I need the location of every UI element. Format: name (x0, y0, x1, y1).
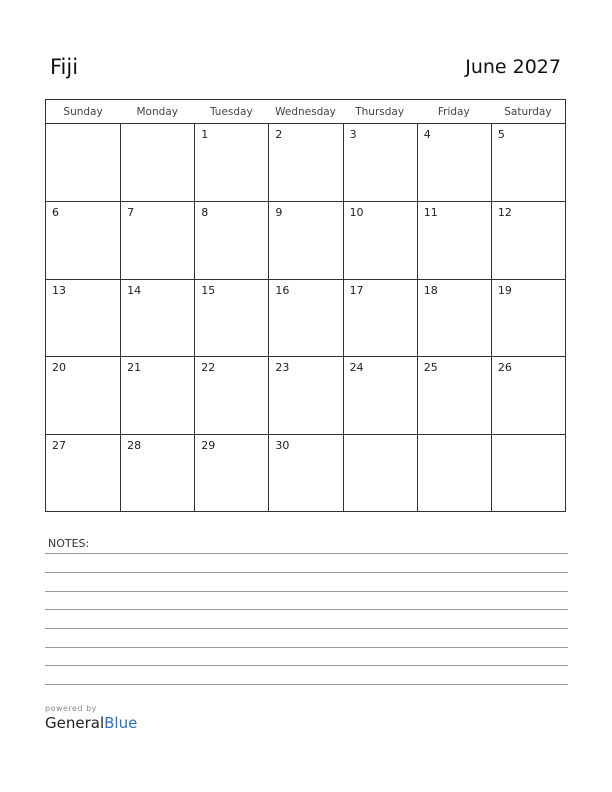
day-number: 18 (423, 283, 438, 297)
day-cell (491, 202, 565, 278)
day-cell (417, 202, 491, 278)
day-cell (491, 124, 565, 201)
day-cell (268, 357, 342, 433)
brand-blue: Blue (104, 714, 138, 732)
day-cell (268, 202, 342, 278)
day-cell (120, 435, 194, 511)
day-number: 3 (349, 128, 357, 141)
weekday-wednesday: Wednesday (275, 106, 336, 118)
day-cell (491, 435, 565, 511)
day-number: 14 (127, 283, 142, 297)
day-cell (343, 435, 417, 511)
day-number: 8 (201, 206, 209, 220)
day-cell (194, 280, 268, 356)
day-number: 12 (497, 206, 512, 220)
weekday-friday: Friday (437, 106, 470, 118)
day-cell (268, 280, 342, 356)
day-cell (417, 124, 491, 201)
day-number: 15 (201, 283, 216, 297)
week-row (46, 124, 565, 201)
day-number: 16 (275, 283, 290, 297)
day-number: 1 (201, 128, 209, 141)
day-number: 22 (201, 361, 216, 375)
day-cell (120, 357, 194, 433)
day-cell (194, 202, 268, 278)
note-line (45, 572, 568, 573)
day-cell (120, 202, 194, 278)
day-cell (194, 357, 268, 433)
day-number: 17 (349, 283, 364, 297)
weekday-header-row (46, 100, 565, 124)
note-line (45, 553, 568, 554)
day-cell (194, 435, 268, 511)
notes-label: NOTES: (48, 537, 90, 550)
day-number: 25 (423, 361, 438, 375)
brand-general: General (45, 714, 105, 732)
day-cell (417, 435, 491, 511)
weekday-tuesday: Tuesday (209, 106, 253, 118)
note-line (45, 665, 568, 666)
day-cell (120, 280, 194, 356)
brand-name (45, 714, 137, 732)
day-cell (343, 124, 417, 201)
day-cell (268, 435, 342, 511)
day-number: 30 (275, 438, 290, 452)
day-cell (343, 280, 417, 356)
weekday-monday: Monday (136, 106, 178, 118)
week-row (46, 201, 565, 278)
day-number: 27 (52, 438, 66, 452)
day-cell (46, 280, 120, 356)
day-number: 19 (497, 283, 512, 297)
day-cell (194, 124, 268, 201)
note-line (45, 609, 568, 610)
day-number: 21 (127, 361, 142, 375)
day-number: 23 (275, 361, 290, 375)
generalblue-logo (45, 704, 137, 732)
day-cell (46, 357, 120, 433)
day-number: 24 (349, 361, 364, 375)
day-cell (417, 357, 491, 433)
day-cell (491, 357, 565, 433)
month-year-title: June 2027 (465, 56, 561, 78)
day-number: 7 (127, 206, 135, 220)
day-cell (268, 124, 342, 201)
day-cell (46, 202, 120, 278)
country-title: Fiji (50, 55, 79, 79)
week-row (46, 434, 565, 511)
day-cell (343, 202, 417, 278)
day-cell (491, 280, 565, 356)
day-number: 2 (275, 128, 283, 141)
day-cell (417, 280, 491, 356)
calendar-grid (45, 99, 566, 512)
day-cell (46, 124, 120, 201)
week-row (46, 356, 565, 433)
day-cell (343, 357, 417, 433)
powered-by-text: powered by (45, 704, 97, 713)
note-line (45, 684, 568, 685)
day-number: 5 (497, 128, 505, 141)
note-line (45, 591, 568, 592)
note-line (45, 628, 568, 629)
day-cell (46, 435, 120, 511)
day-cell (120, 124, 194, 201)
day-number: 29 (201, 438, 216, 452)
weekday-thursday: Thursday (355, 106, 405, 118)
day-number: 28 (127, 438, 142, 452)
day-number: 6 (52, 206, 59, 220)
weekday-sunday: Sunday (63, 106, 103, 118)
day-number: 11 (423, 206, 438, 220)
day-number: 9 (275, 206, 283, 220)
day-number: 13 (52, 283, 66, 297)
day-number: 26 (497, 361, 512, 375)
week-row (46, 279, 565, 356)
day-number: 20 (52, 361, 66, 375)
day-number: 4 (423, 128, 431, 141)
note-line (45, 647, 568, 648)
day-number: 10 (349, 206, 364, 220)
weekday-saturday: Saturday (504, 106, 552, 118)
